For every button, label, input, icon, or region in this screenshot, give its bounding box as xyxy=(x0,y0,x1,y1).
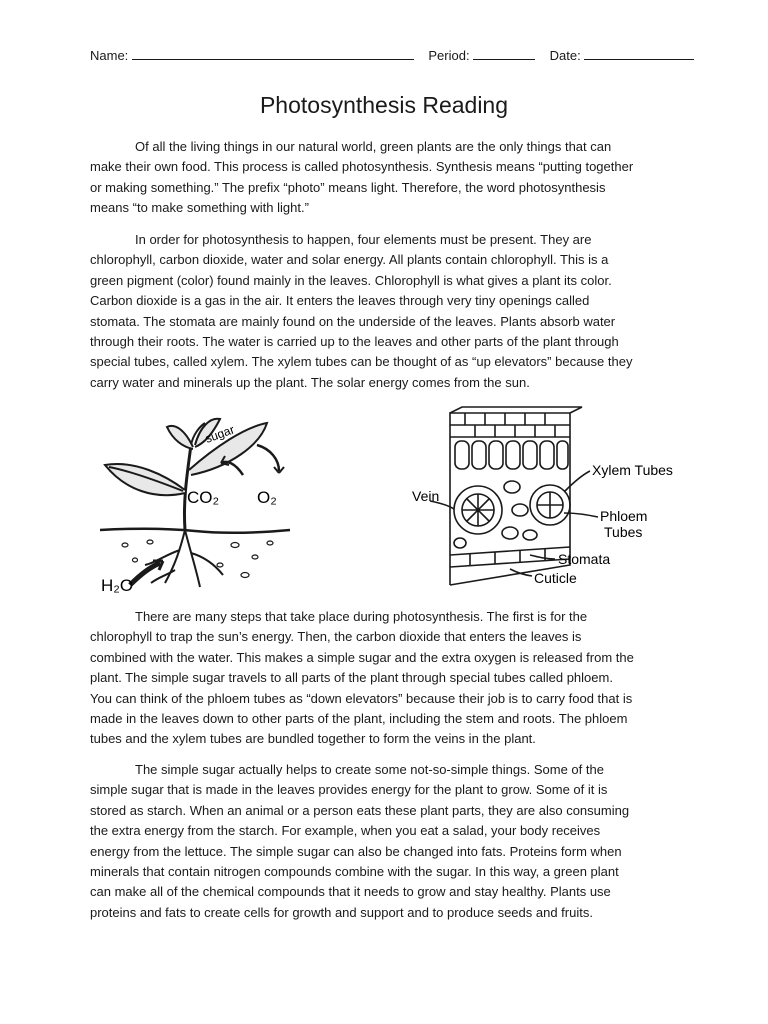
phloem-label: Phloem xyxy=(600,508,648,524)
text-line: combined with the water. This makes a simple sugar and the extra oxygen is released from the xyxy=(90,649,634,665)
text-line: or making something.” The prefix “photo” means light. Therefore, the word photosynthesis xyxy=(90,179,606,195)
page-title: Photosynthesis Reading xyxy=(259,92,509,118)
text-line: special tubes, called xylem. The xylem tubes can be thought of as “up elevators” because they xyxy=(90,354,633,370)
paragraph-4 xyxy=(90,760,680,923)
text-line: minerals that contain nitrogen compounds combine with the sugar. In this way, a green plant xyxy=(90,864,619,880)
text-line: You can think of the phloem tubes as “down elevators” because their job is to carry food that is xyxy=(90,690,633,706)
header-fields xyxy=(90,47,680,63)
text-line: Of all the living things in our natural world, green plants are the only things that can xyxy=(135,139,612,154)
text-line: Carbon dioxide is a gas in the air. It enters the leaves through very tiny openings called xyxy=(90,293,590,309)
paragraph-2 xyxy=(90,230,680,393)
paragraph-1 xyxy=(90,137,680,219)
sugar-label: sugar xyxy=(203,422,237,446)
xylem-tubes-label: Xylem Tubes xyxy=(592,462,673,478)
text-line: There are many steps that take place during photosynthesis. The first is for the xyxy=(135,609,588,624)
text-line: means “to make something with light.” xyxy=(90,200,309,216)
text-line: made in the leaves down to other parts of the plant, including the stem and roots. The phloem xyxy=(90,711,628,727)
text-line: can make all of the chemical compounds that it needs to grow and stay healthy. Plants use xyxy=(90,884,611,900)
text-line: chlorophyll to trap the sun’s energy. Then, the carbon dioxide that enters the leaves is xyxy=(90,629,582,645)
paragraph-3 xyxy=(90,607,680,750)
text-line: stomata. The stomata are mainly found on the underside of the leaves. Plants absorb water xyxy=(90,313,616,329)
text-line: The simple sugar actually helps to create some not-so-simple things. Some of the xyxy=(135,762,604,777)
co2-label: CO₂ xyxy=(187,488,220,507)
text-line: plant. The simple sugar travels to all parts of the plant through special tubes called phloem. xyxy=(90,670,613,686)
o2-label: O₂ xyxy=(257,488,277,507)
text-line: the extra energy from the starch. For example, when you eat a salad, your body receives xyxy=(90,823,601,839)
vein-label: Vein xyxy=(412,488,440,504)
cuticle-label: Cuticle xyxy=(534,570,577,586)
text-line: stored as starch. When an animal or a person eats these plant parts, they are also consuming xyxy=(90,802,630,818)
tubes-label: Tubes xyxy=(604,524,643,540)
leaf-cross-section-diagram xyxy=(410,405,680,590)
text-line: through their roots. The water is carried up to the leaves and other parts of the plant through xyxy=(90,334,619,350)
h2o-label: H₂O xyxy=(101,576,134,595)
plant-diagram xyxy=(95,405,295,595)
text-line: make their own food. This process is called photosynthesis. Synthesis means “putting together xyxy=(90,159,634,175)
stomata-label: Stomata xyxy=(558,551,611,567)
period-label: Period: xyxy=(428,48,470,63)
date-label: Date: xyxy=(549,48,581,63)
name-blank[interactable] xyxy=(132,47,414,60)
text-line: proteins and fats to create cells for growth and support and to produce seeds and fruits. xyxy=(90,904,593,920)
text-line: green pigment (color) found mainly in the leaves. Chlorophyll is what gives a plant its color. xyxy=(90,272,612,288)
text-line: carry water and minerals up the plant. The solar energy comes from the sun. xyxy=(90,374,530,390)
text-line: In order for photosynthesis to happen, four elements must be present. They are xyxy=(135,232,592,247)
text-line: tubes and the xylem tubes are bundled together to form the veins in the plant. xyxy=(90,731,536,747)
text-line: energy from the lettuce. The simple sugar can also be changed into fats. Proteins form when xyxy=(90,843,622,859)
date-blank[interactable] xyxy=(584,47,694,60)
period-blank[interactable] xyxy=(473,47,535,60)
text-line: simple sugar that is made in the leaves provides energy for the plant to grow. Some of it is xyxy=(90,782,608,798)
text-line: chlorophyll, carbon dioxide, water and solar energy. All plants contain chlorophyll. This is a xyxy=(90,252,609,268)
name-label: Name: xyxy=(90,48,129,63)
